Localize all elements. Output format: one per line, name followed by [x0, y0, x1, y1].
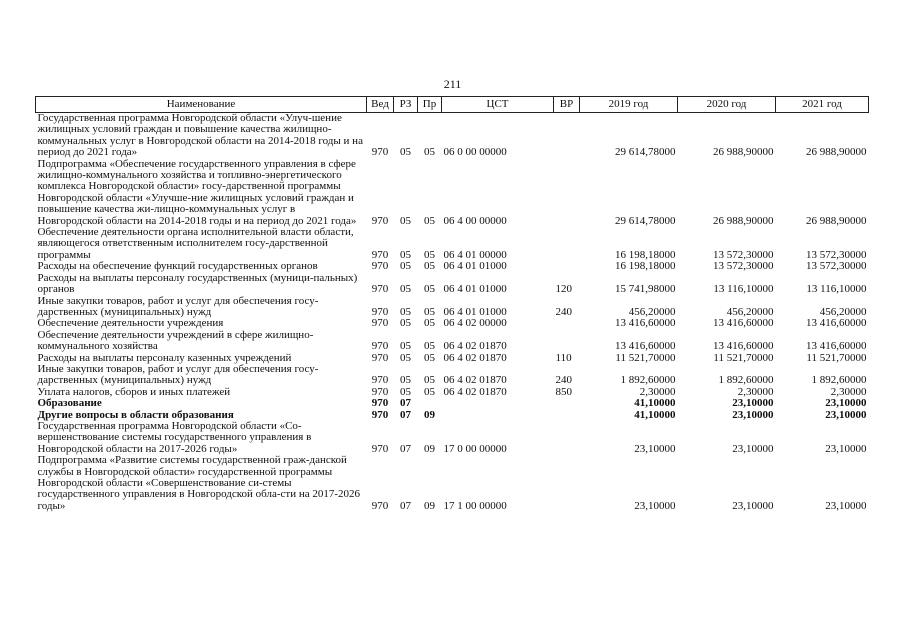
cell-rz: 07 — [400, 397, 411, 410]
table-row — [36, 455, 869, 512]
header-2020: 2020 год — [678, 97, 776, 113]
cell-y2021: 1 892,60000 — [811, 374, 867, 387]
cell-cst: 17 1 00 00000 — [443, 499, 507, 512]
cell-pr: 05 — [424, 374, 435, 387]
cell-ved: 970 — [371, 499, 389, 512]
cell-name: Расходы на обеспечение функций государственных органов — [37, 260, 318, 273]
cell-y2020: 26 988,90000 — [713, 214, 774, 227]
header-rz: РЗ — [394, 97, 418, 113]
cell-cst: 06 4 01 01000 — [443, 260, 507, 273]
table-row — [36, 227, 869, 261]
cell-ved: 970 — [371, 283, 389, 296]
header-cst: ЦСТ — [442, 97, 554, 113]
table-header-row — [36, 97, 869, 113]
table-row — [36, 318, 869, 329]
table-row — [36, 296, 869, 319]
cell-y2021: 13 416,60000 — [806, 317, 867, 330]
cell-y2020: 1 892,60000 — [718, 374, 774, 387]
cell-name: Обеспечение деятельности органа исполнительной власти области, являющегося ответственным исполнителем госу-дарственной программы — [37, 226, 354, 261]
cell-rz: 07 — [400, 499, 411, 512]
cell-cst: 06 4 01 00000 — [443, 248, 507, 261]
cell-y2021: 11 521,70000 — [806, 351, 867, 364]
cell-vr — [554, 410, 580, 421]
cell-pr — [418, 398, 442, 409]
cell-cst: 06 4 02 00000 — [443, 317, 507, 330]
cell-rz: 05 — [400, 283, 411, 296]
cell-ved: 970 — [371, 408, 389, 421]
cell-name: Обеспечение деятельности учреждения — [37, 317, 224, 330]
cell-pr: 05 — [424, 340, 435, 353]
cell-vr — [554, 261, 580, 272]
table-row — [36, 330, 869, 353]
cell-pr: 09 — [424, 499, 435, 512]
cell-name: Образование — [37, 397, 102, 410]
cell-y2019: 29 614,78000 — [615, 146, 676, 159]
cell-y2019: 16 198,18000 — [615, 248, 676, 261]
cell-y2019: 23,10000 — [634, 442, 676, 455]
cell-vr: 110 — [555, 351, 572, 364]
cell-cst: 06 4 02 01870 — [443, 374, 507, 387]
cell-ved: 970 — [371, 214, 389, 227]
budget-table — [35, 96, 869, 512]
cell-y2019: 23,10000 — [634, 499, 676, 512]
cell-ved: 970 — [371, 340, 389, 353]
cell-y2021: 26 988,90000 — [806, 146, 867, 159]
cell-vr — [554, 421, 580, 455]
header-ved: Вед — [367, 97, 394, 113]
cell-y2021: 23,10000 — [825, 499, 867, 512]
cell-name: Иные закупки товаров, работ и услуг для обеспечения госу-дарственных (муниципальных) нужд — [37, 362, 319, 387]
cell-rz: 07 — [400, 442, 411, 455]
cell-y2020: 23,10000 — [732, 408, 774, 421]
cell-y2020: 13 416,60000 — [713, 340, 774, 353]
cell-cst: 06 4 01 01000 — [443, 283, 507, 296]
cell-name: Государственная программа Новгородской области «Улуч-шение жилищных условий граждан и повышение качества жилищно-коммунальных услуг в Новгородской области на 2014-2018 годы и на период до 2021 года» — [37, 112, 363, 159]
cell-pr: 05 — [424, 214, 435, 227]
cell-rz: 05 — [400, 374, 411, 387]
cell-vr: 120 — [555, 283, 572, 296]
table-row — [36, 261, 869, 272]
cell-y2019: 456,20000 — [628, 305, 676, 318]
cell-rz: 05 — [400, 260, 411, 273]
cell-y2020: 26 988,90000 — [713, 146, 774, 159]
cell-y2019: 2,30000 — [639, 385, 676, 398]
cell-y2021: 23,10000 — [825, 397, 867, 410]
table-body — [36, 113, 869, 513]
cell-y2021: 13 572,30000 — [806, 248, 867, 261]
cell-y2020: 13 572,30000 — [713, 260, 774, 273]
cell-cst: 06 4 02 01870 — [443, 385, 507, 398]
cell-name: Подпрограмма «Обеспечение государственного управления в сфере жилищно-коммунального хозяйства и топливно-энергетического комплекса Новгородской области» госу-дарственной программы Новгородской области «Улучше-ние жилищных условий граждан и повышение качества жи-лищно-коммунальных услуг в Новгородской области на 2014-2018 годы и на период до 2021 года» — [37, 157, 357, 227]
cell-ved: 970 — [371, 146, 389, 159]
cell-pr: 05 — [424, 385, 435, 398]
cell-y2020: 13 416,60000 — [713, 317, 774, 330]
cell-y2020: 13 116,10000 — [713, 283, 774, 296]
cell-name: Подпрограмма «Развитие системы государственной граж-данской службы в Новгородской области» государственной программы Новгородской области «Совершенствование си-стемы государственного управления в Новгородской обла-сти на 2017-2026 годы» — [37, 454, 361, 512]
cell-ved: 970 — [371, 305, 389, 318]
cell-vr — [554, 113, 580, 159]
table-row — [36, 398, 869, 409]
cell-y2021: 13 572,30000 — [806, 260, 867, 273]
cell-rz: 05 — [400, 305, 411, 318]
cell-cst: 17 0 00 00000 — [443, 442, 507, 455]
table-row — [36, 421, 869, 455]
table-row — [36, 113, 869, 159]
cell-vr — [554, 455, 580, 512]
cell-cst — [442, 410, 554, 421]
cell-pr: 09 — [424, 442, 435, 455]
cell-vr: 240 — [555, 374, 572, 387]
cell-name: Государственная программа Новгородской области «Со-вершенствование системы государственного управления в Новгородской области на 2017-2026 годы» — [37, 419, 312, 455]
cell-cst: 06 4 02 01870 — [443, 340, 507, 353]
cell-ved: 970 — [371, 374, 389, 387]
cell-y2019: 15 741,98000 — [615, 283, 676, 296]
cell-y2021: 2,30000 — [830, 385, 867, 398]
cell-vr: 240 — [555, 305, 572, 318]
table-row — [36, 364, 869, 387]
cell-rz: 05 — [400, 340, 411, 353]
cell-rz: 05 — [400, 317, 411, 330]
header-2021: 2021 год — [776, 97, 869, 113]
cell-ved: 970 — [371, 260, 389, 273]
cell-cst: 06 4 01 01000 — [443, 305, 507, 318]
cell-y2020: 23,10000 — [732, 442, 774, 455]
header-name: Наименование — [36, 97, 367, 113]
cell-y2019: 29 614,78000 — [615, 214, 676, 227]
cell-vr — [554, 330, 580, 353]
cell-rz: 07 — [400, 408, 411, 421]
cell-y2020: 13 572,30000 — [713, 248, 774, 261]
cell-name: Уплата налогов, сборов и иных платежей — [37, 385, 231, 398]
cell-y2020: 11 521,70000 — [713, 351, 774, 364]
cell-vr: 850 — [555, 385, 572, 398]
cell-pr: 05 — [424, 283, 435, 296]
cell-ved: 970 — [371, 397, 389, 410]
cell-ved: 970 — [371, 317, 389, 330]
cell-y2021: 23,10000 — [825, 442, 867, 455]
cell-rz: 05 — [400, 385, 411, 398]
cell-y2021: 26 988,90000 — [806, 214, 867, 227]
cell-y2019: 16 198,18000 — [615, 260, 676, 273]
cell-y2019: 41,10000 — [634, 397, 676, 410]
cell-y2019: 13 416,60000 — [615, 317, 676, 330]
table-row — [36, 159, 869, 227]
cell-rz: 05 — [400, 146, 411, 159]
cell-cst: 06 0 00 00000 — [443, 146, 507, 159]
cell-y2019: 11 521,70000 — [615, 351, 676, 364]
cell-y2021: 13 116,10000 — [806, 283, 867, 296]
cell-y2021: 456,20000 — [819, 305, 867, 318]
cell-pr: 05 — [424, 317, 435, 330]
cell-pr: 09 — [424, 408, 435, 421]
cell-y2020: 23,10000 — [732, 499, 774, 512]
cell-y2019: 13 416,60000 — [615, 340, 676, 353]
cell-vr — [554, 318, 580, 329]
cell-pr: 05 — [424, 305, 435, 318]
cell-y2019: 41,10000 — [634, 408, 676, 421]
cell-y2021: 23,10000 — [825, 408, 867, 421]
cell-name: Иные закупки товаров, работ и услуг для обеспечения госу-дарственных (муниципальных) нужд — [37, 294, 319, 318]
cell-name: Расходы на выплаты персоналу государственных (муници-пальных) органов — [37, 271, 358, 296]
page-number: 211 — [443, 77, 462, 91]
cell-y2020: 2,30000 — [737, 385, 774, 398]
header-2019: 2019 год — [580, 97, 678, 113]
cell-rz: 05 — [400, 248, 411, 261]
cell-cst: 06 4 00 00000 — [443, 214, 507, 227]
cell-cst — [442, 398, 554, 409]
cell-pr: 05 — [424, 351, 435, 364]
table-row — [36, 273, 869, 296]
cell-rz: 05 — [400, 214, 411, 227]
cell-y2020: 456,20000 — [726, 305, 774, 318]
header-pr: Пр — [418, 97, 442, 113]
cell-y2019: 1 892,60000 — [620, 374, 676, 387]
cell-ved: 970 — [371, 248, 389, 261]
cell-cst: 06 4 02 01870 — [443, 351, 507, 364]
cell-vr — [554, 398, 580, 409]
header-vr: ВР — [554, 97, 580, 113]
cell-name: Другие вопросы в области образования — [37, 408, 234, 421]
cell-pr: 05 — [424, 248, 435, 261]
cell-ved: 970 — [371, 385, 389, 398]
cell-rz: 05 — [400, 351, 411, 364]
cell-name: Обеспечение деятельности учреждений в сфере жилищно-коммунального хозяйства — [37, 328, 314, 353]
cell-y2020: 23,10000 — [732, 397, 774, 410]
cell-y2021: 13 416,60000 — [806, 340, 867, 353]
cell-pr: 05 — [424, 260, 435, 273]
cell-vr — [554, 159, 580, 227]
cell-ved: 970 — [371, 351, 389, 364]
cell-vr — [554, 227, 580, 261]
cell-ved: 970 — [371, 442, 389, 455]
cell-pr: 05 — [424, 146, 435, 159]
cell-name: Расходы на выплаты персоналу казенных учреждений — [37, 351, 292, 364]
